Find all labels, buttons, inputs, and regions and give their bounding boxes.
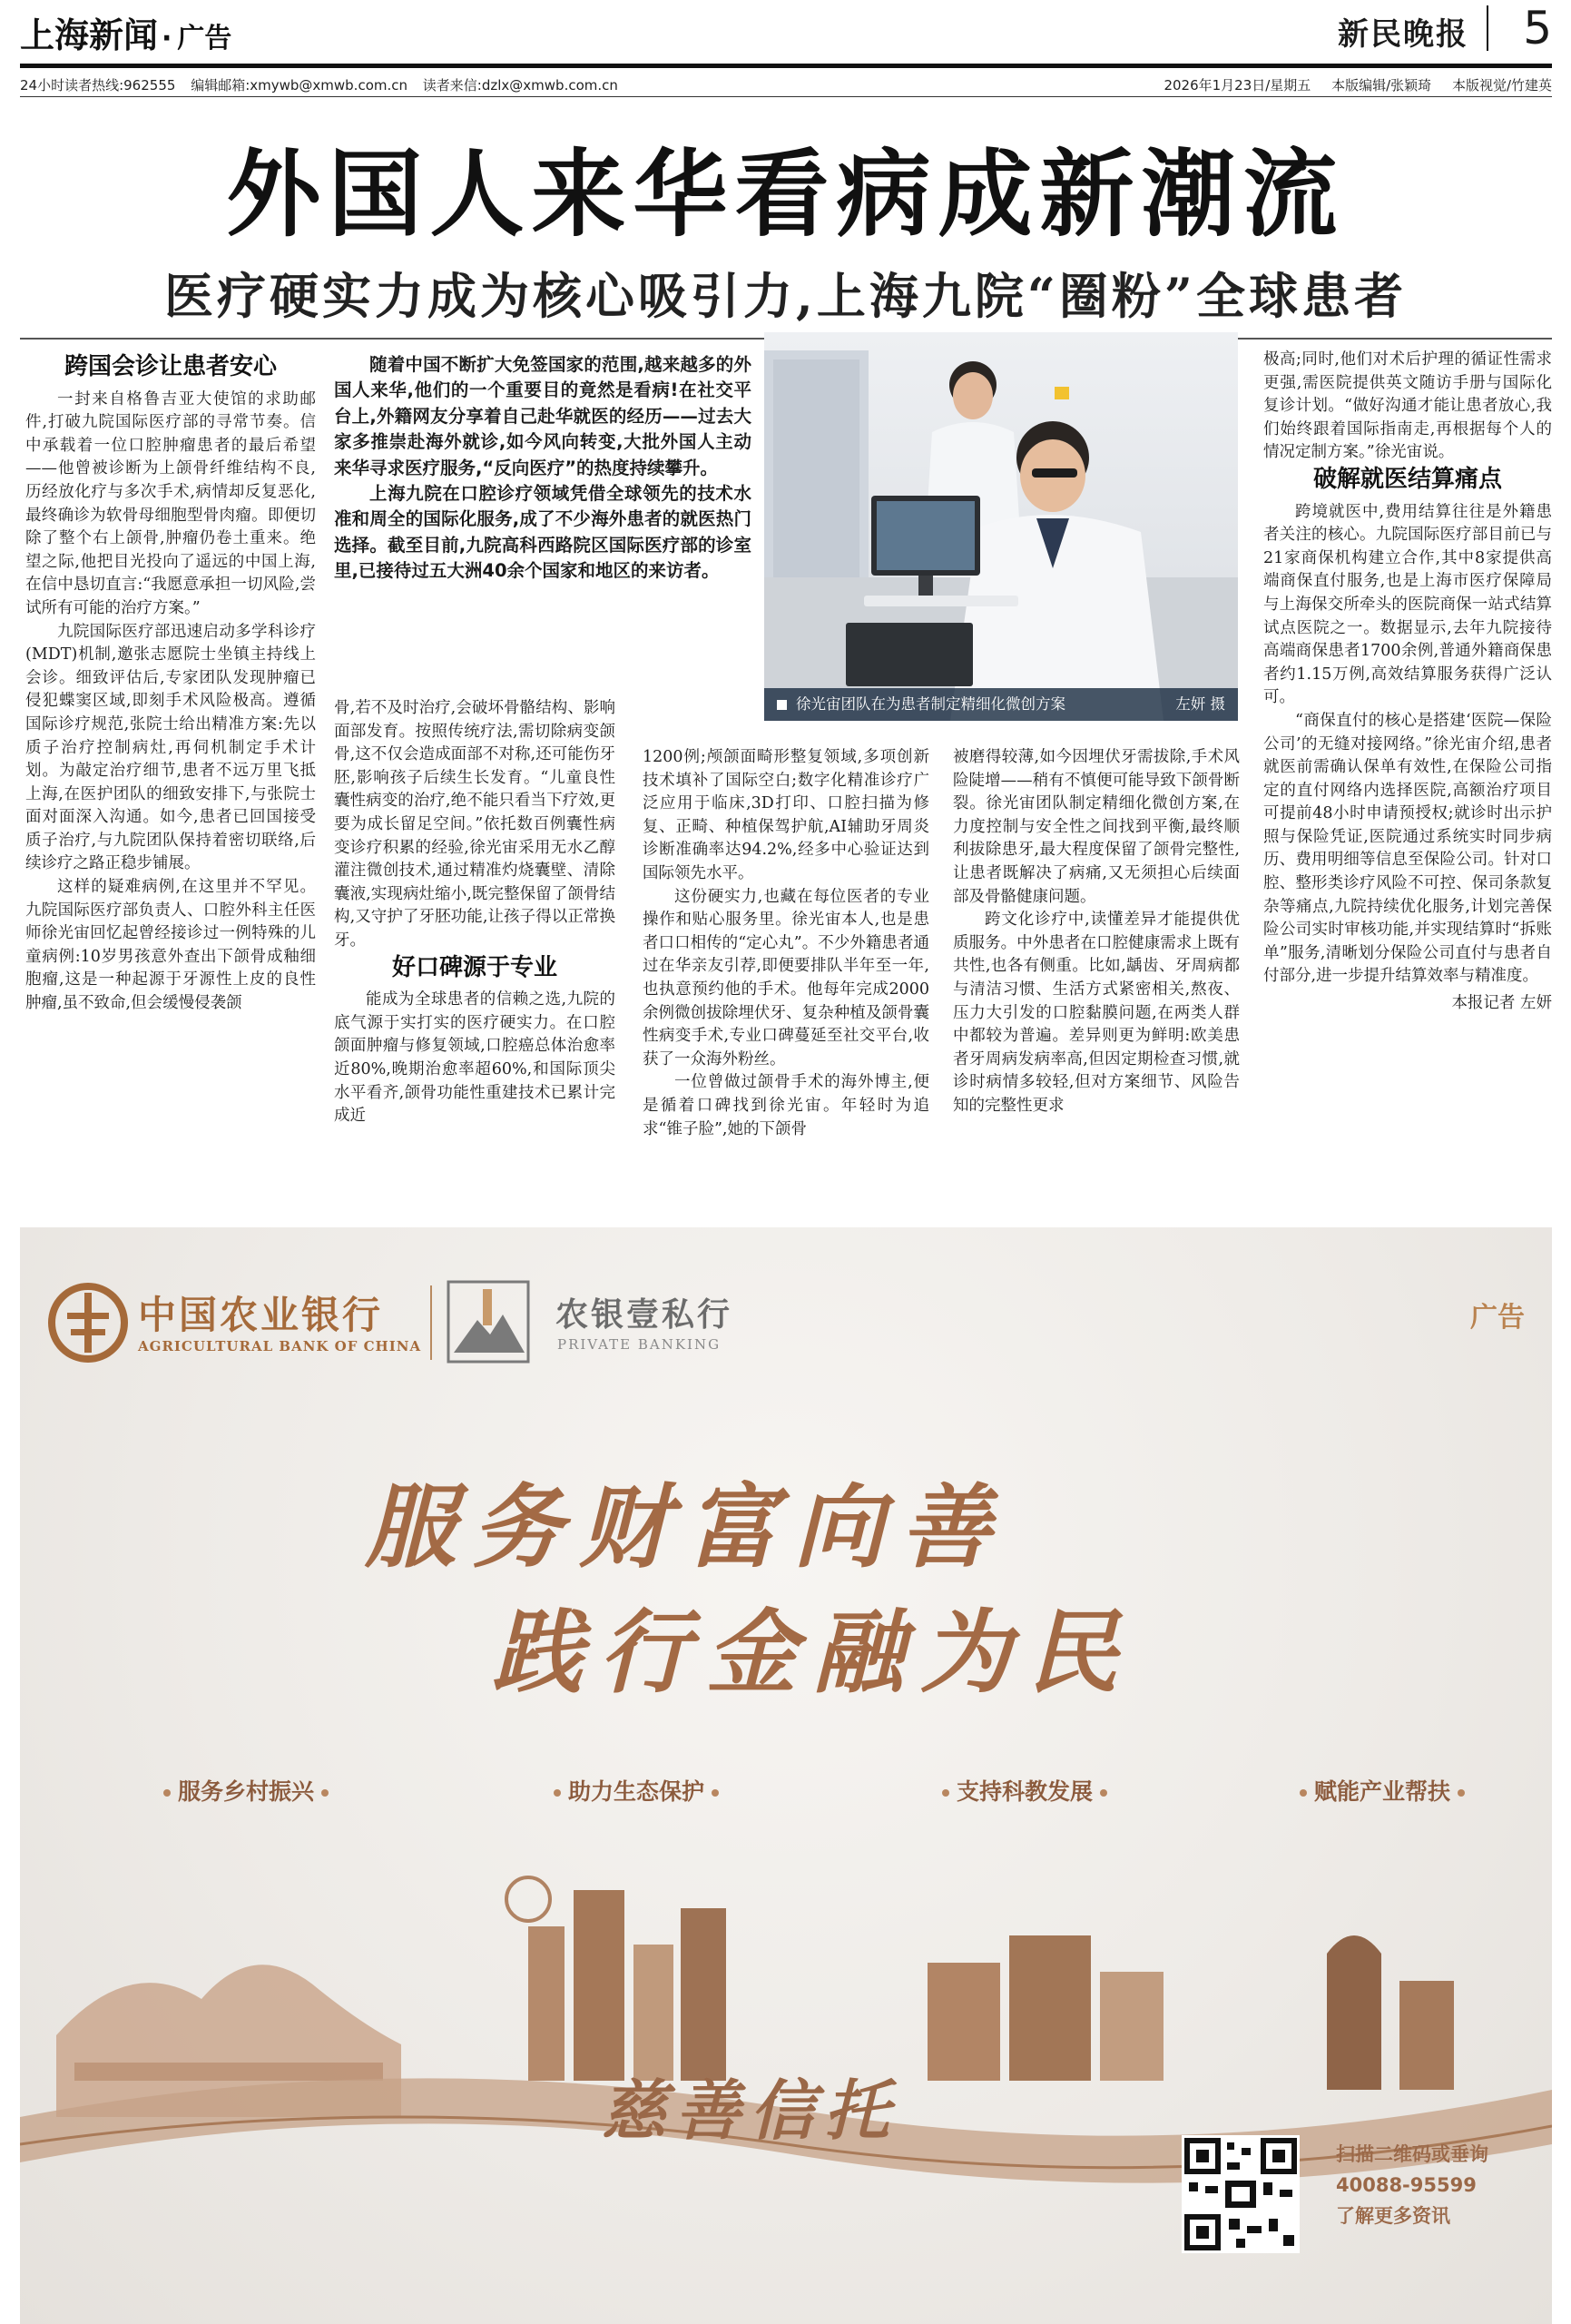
- bank-name-en: AGRICULTURAL BANK OF CHINA: [138, 1338, 422, 1354]
- paragraph: “商保直付的核心是搭建‘医院—保险公司’的无缝对接网络。”徐光宙介绍,患者就医前需确认保单有效性,在保险公司指定的直付网络内选择医院,高额治疗项目可提前48小时申请预授权;就诊时出示护照与保险凭证,医院通过系统实时同步病历、费用明细等信息至保险公司。针对口腔、整形类诊疗风险不可控、保司条款复杂等痛点,九院持续优化服务,计划完善保险公司实时审核功能,并实现结算时“拆账单”服务,清晰划分保险公司直付与患者自付部分,进一步提升结算效率与精准度。: [1263, 711, 1552, 986]
- photo-credit: 左妍 摄: [1175, 695, 1225, 713]
- pillar-label: 赋能产业帮扶: [1314, 1778, 1451, 1805]
- page-editor: 本版编辑/张颖琦: [1331, 77, 1432, 94]
- header-divider: [1487, 5, 1488, 51]
- charity-trust-title: 慈善信托: [601, 2072, 899, 2149]
- photo-caption-bar: [764, 688, 1238, 721]
- ad-slogan-line-2: 践行金融为民: [492, 1599, 1134, 1706]
- paragraph: 九院国际医疗部迅速启动多学科诊疗(MDT)机制,邀张志愿院士坐镇主持线上会诊。细致评估后,专家团队发现肿瘤已侵犯蝶窦区域,即刻手术风险极高。遵循国际诊疗规范,张院士给出精准方案:先以质子治疗控制病灶,再伺机制定手术计划。为敲定治疗细节,患者不远万里飞抵上海,在医护团队的细致安排下,与张院士面对面深入沟通。如今,患者已回国接受质子治疗,与九院团队保持着密切联络,后续诊疗之路正稳步铺展。: [25, 622, 316, 873]
- article-lead: [334, 352, 751, 688]
- ad-slogan-line-1: 服务财富向善: [365, 1473, 1007, 1581]
- pillar-label: 助力生态保护: [568, 1778, 705, 1805]
- section-heading-1: 跨国会诊让患者安心: [64, 353, 277, 380]
- paragraph: 一位曾做过颌骨手术的海外博主,便是循着口碑找到徐光宙。年轻时为追求“锥子脸”,她的下颌骨: [643, 1073, 929, 1138]
- lead-paragraph: 随着中国不断扩大免签国家的范围,越来越多的外国人来华,他们的一个重要目的竟然是看病!在社交平台上,外籍网友分享着自己赴华就医的经历——过去大家多推崇赴海外就诊,如今风向转变,大批外国人主动来华寻求医疗服务,“反向医疗”的热度持续攀升。: [334, 354, 751, 478]
- qr-instruction: 扫描二维码或垂询: [1336, 2143, 1488, 2165]
- doctors-at-computer-photo: [764, 332, 1238, 721]
- article-column-2: [334, 697, 615, 1215]
- qr-code-icon[interactable]: [1182, 2135, 1300, 2253]
- dot-icon: [321, 1789, 329, 1797]
- private-banking-name-cn: 农银壹私行: [555, 1295, 733, 1334]
- bank-name-cn: 中国农业银行: [138, 1293, 384, 1337]
- pillar-label: 支持科教发展: [957, 1778, 1094, 1805]
- ad-pillar-education: [935, 1774, 1114, 1807]
- ad-pillar-rural: [156, 1774, 336, 1807]
- article-column-5: [1263, 349, 1552, 1215]
- paragraph: 跨文化诊疗中,读懂差异才能提供优质服务。中外患者在口腔健康需求上既有共性,也各有侧重。比如,龋齿、牙周病都与清洁习惯、生活方式紧密相关,熬夜、压力大引发的口腔黏膜问题,在两类人群中都较为普遍。差异则更为鲜明:欧美患者牙周病发病率高,但因定期检查习惯,就诊时病情多较轻,但对方案细节、风险告知的完整性更求: [953, 911, 1240, 1115]
- page-header: [20, 0, 1552, 64]
- private-banking-mountain-logo-icon: [445, 1278, 532, 1365]
- reader-letters-email[interactable]: 读者来信:dzlx@xmwb.com.cn: [422, 77, 618, 94]
- abc-bank-logo-icon: [47, 1282, 129, 1364]
- paragraph: 骨,若不及时治疗,会破坏骨骼结构、影响面部发育。按照传统疗法,需切除病变颌骨,这不仅会造成面部不对称,还可能伤牙胚,影响孩子后续生长发育。“儿童良性囊性病变的治疗,绝不能只看当下疗效,更要为成长留足空间。”依托数百例囊性病变诊疗积累的经验,徐光宙采用无水乙醇灌注微创技术,通过精准灼烧囊壁、清除囊液,实现病灶缩小,既完整保留了颌骨结构,又守护了牙胚功能,让孩子得以正常换牙。: [334, 699, 615, 950]
- section-title: 上海新闻: [20, 15, 159, 55]
- private-banking-name-en: PRIVATE BANKING: [557, 1336, 722, 1353]
- paragraph: 这份硬实力,也藏在每位医者的专业操作和贴心服务里。徐光宙本人,也是患者口口相传的“定心丸”。不少外籍患者通过在华亲友引荐,即便要排队半年至一年,也执意预约他的手术。他每年完成2000余例微创拔除埋伏牙、复杂种植及颌骨囊性病变手术,专业口碑蔓延至社交平台,收获了一众海外粉丝。: [643, 887, 929, 1068]
- dot-icon: [163, 1789, 171, 1797]
- section-name: [20, 7, 231, 57]
- paragraph: 这样的疑难病例,在这里并不罕见。九院国际医疗部负责人、口腔外科主任医师徐光宙回忆起曾经接诊过一例特殊的儿童病例:10岁男孩意外查出下颌骨成釉细胞瘤,这是一种起源于牙源性上皮的良性肿瘤,虽不致命,但会缓慢侵袭颌: [25, 878, 316, 1013]
- header-rule: [20, 64, 1552, 68]
- paragraph: 1200例;颅颌面畸形整复领域,多项创新技术填补了国际空白;数字化精准诊疗广泛应用于临床,3D打印、口腔扫描为修复、正畸、种植保驾护航,AI辅助牙周炎诊断准确率达94.2%,经多中心验证达到国际领先水平。: [643, 748, 929, 882]
- ad-pillar-industry: [1292, 1774, 1472, 1807]
- ad-pillar-ecology: [546, 1774, 726, 1807]
- article-subhead: 医疗硬实力成为核心吸引力,上海九院“圈粉”全球患者: [164, 267, 1407, 325]
- page-visual: 本版视觉/竹建英: [1451, 77, 1552, 94]
- paragraph: 一封来自格鲁吉亚大使馆的求助邮件,打破九院国际医疗部的寻常节奏。信中承载着一位口腔肿瘤患者的最后希望——他曾被诊断为上颌骨纤维结构不良,历经放化疗与多次手术,病情却反复恶化,最终确诊为软骨母细胞型骨肉瘤。即便切除了整个右上颌骨,肿瘤仍卷土重来。绝望之际,他把目光投向了遥远的中国上海,在信中恳切直言:“我愿意承担一切风险,尝试所有可能的治疗方案。”: [25, 389, 316, 617]
- article-column-1: [25, 352, 316, 1215]
- caption-square-icon: [777, 700, 787, 710]
- advertisement-tag: 广告: [1470, 1302, 1525, 1334]
- dot-icon: [554, 1789, 561, 1797]
- article-column-4: [953, 746, 1240, 1215]
- dot-icon: [942, 1789, 949, 1797]
- photo-caption: 徐光宙团队在为患者制定精细化微创方案: [796, 695, 1065, 713]
- dot-icon: [712, 1789, 719, 1797]
- article-headline: 外国人来华看病成新潮流: [226, 139, 1345, 250]
- dot-icon: [1300, 1789, 1307, 1797]
- page-number: 5: [1523, 2, 1552, 54]
- paragraph: 被磨得较薄,如今因埋伏牙需拔除,手术风险陡增——稍有不慎便可能导致下颌骨断裂。徐光宙团队制定精细化微创方案,在力度控制与安全性之间找到平衡,最终顺利拔除患牙,最大程度保留了颌骨完整性,让患者既解决了病痛,又无须担心后续面部及骨骼健康问题。: [953, 748, 1240, 906]
- editor-email[interactable]: 编辑邮箱:xmywb@xmwb.com.cn: [191, 77, 408, 94]
- paragraph: 能成为全球患者的信赖之选,九院的底气源于实打实的医疗硬实力。在口腔颌面肿瘤与修复领域,口腔癌总体治愈率近80%,晚期治愈率超60%,和国际顶尖水平看齐,颌骨功能性重建技术已累计完成近: [334, 990, 615, 1126]
- section-heading-2: 好口碑源于专业: [391, 953, 557, 981]
- article-byline: 本报记者 左妍: [1451, 994, 1552, 1013]
- dot-icon: [1458, 1789, 1465, 1797]
- issue-date: 2026年1月23日/星期五: [1164, 77, 1311, 94]
- article-photo: [764, 332, 1238, 721]
- ad-contact-block: [1336, 2139, 1488, 2231]
- paragraph: 极高;同时,他们对术后护理的循证性需求更强,需医院提供英文随访手册与国际化复诊计划。“做好沟通才能让患者放心,我们始终跟着国际指南走,再根据每个人的情况定制方案。”徐光宙说。: [1263, 350, 1552, 462]
- more-info-text: 了解更多资讯: [1336, 2205, 1450, 2227]
- paragraph: 跨境就医中,费用结算往往是外籍患者关注的核心。九院国际医疗部目前已与21家商保机构建立合作,其中8家提供高端商保直付服务,也是上海市医疗保障局与上海保交所牵头的医院商保一站式结算试点医院之一。数据显示,去年九院接待高端商保患者1700余例,普通外籍商保患者约1.15万例,高效结算服务获得广泛认可。: [1263, 502, 1552, 707]
- section-heading-3: 破解就医结算痛点: [1312, 465, 1502, 493]
- newspaper-name: 新民晚报: [1338, 16, 1468, 53]
- section-separator: ·: [162, 23, 172, 54]
- pillar-label: 服务乡村振兴: [178, 1778, 315, 1805]
- logo-divider: [430, 1285, 432, 1360]
- bank-advertisement[interactable]: [20, 1227, 1552, 2324]
- lead-paragraph: 上海九院在口腔诊疗领域凭借全球领先的技术水准和周全的国际化服务,成了不少海外患者的就医热门选择。截至目前,九院高科西路院区国际医疗部的诊室里,已接待过五大洲40余个国家和地区的来访者。: [334, 483, 751, 582]
- section-tag: 广告: [177, 23, 232, 54]
- dot-icon: [1100, 1789, 1107, 1797]
- hotline-number[interactable]: 40088-95599: [1336, 2174, 1477, 2196]
- meta-bar: [20, 73, 1552, 96]
- meta-rule: [20, 96, 1552, 97]
- article-column-3: [643, 746, 929, 1215]
- reader-hotline: 24小时读者热线:962555: [20, 77, 176, 94]
